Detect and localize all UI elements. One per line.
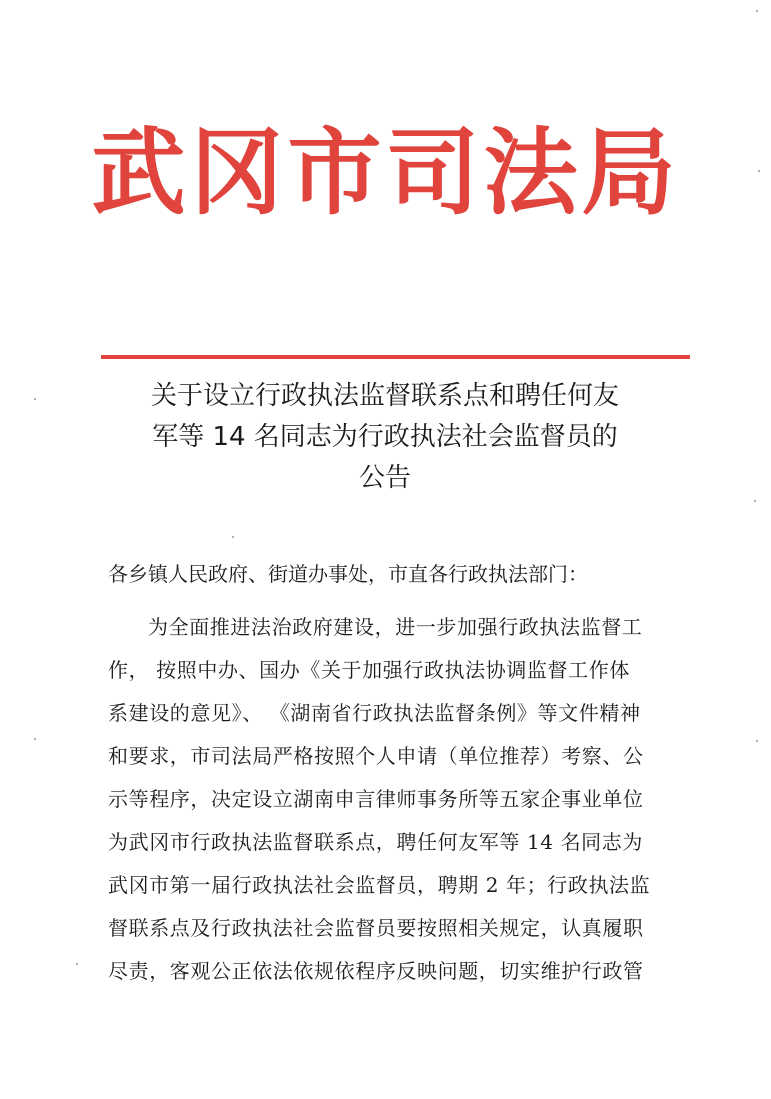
scan-speck: [756, 740, 758, 742]
scan-speck: [756, 10, 758, 12]
title-line: 军等 14 名同志为行政执法社会监督员的: [152, 422, 618, 452]
notice-title: [90, 376, 680, 499]
body-line: 督联系点及行政执法社会监督员要按照相关规定，认真履职: [108, 916, 644, 940]
body-paragraph: [108, 606, 683, 993]
scan-speck: [232, 536, 234, 538]
body-line: 为武冈市行政执法监督联系点，聘任何友军等 14 名同志为: [108, 830, 643, 854]
body-line: 系建设的意见》、 《湖南省行政执法监督条例》等文件精神: [108, 701, 641, 725]
scan-speck: [76, 963, 78, 965]
body-line: 武冈市第一届行政执法社会监督员，聘期 2 年；行政执法监: [108, 873, 651, 897]
scan-speck: [34, 738, 36, 740]
title-line: 公告: [358, 463, 411, 493]
masthead-title: 武冈市司法局: [91, 118, 680, 228]
salutation: 各乡镇人民政府、街道办事处，市直各行政执法部门：: [108, 562, 588, 586]
body-line: 尽责，客观公正依法依规依程序反映问题，切实维护行政管: [108, 959, 644, 983]
body-line: 和要求，市司法局严格按照个人申请（单位推荐）考察、公: [108, 744, 644, 768]
scan-speck: [34, 398, 36, 400]
scan-speck: [754, 500, 756, 502]
body-line: 为全面推进法治政府建设，进一步加强行政执法监督工: [148, 615, 643, 639]
body-line: 作， 按照中办、国办《关于加强行政执法协调监督工作体: [108, 658, 630, 682]
title-line: 关于设立行政执法监督联系点和聘任何友: [150, 381, 619, 411]
red-divider-rule: [101, 355, 690, 359]
scan-speck: [758, 170, 760, 172]
body-line: 示等程序，决定设立湖南申言律师事务所等五家企事业单位: [108, 787, 644, 811]
